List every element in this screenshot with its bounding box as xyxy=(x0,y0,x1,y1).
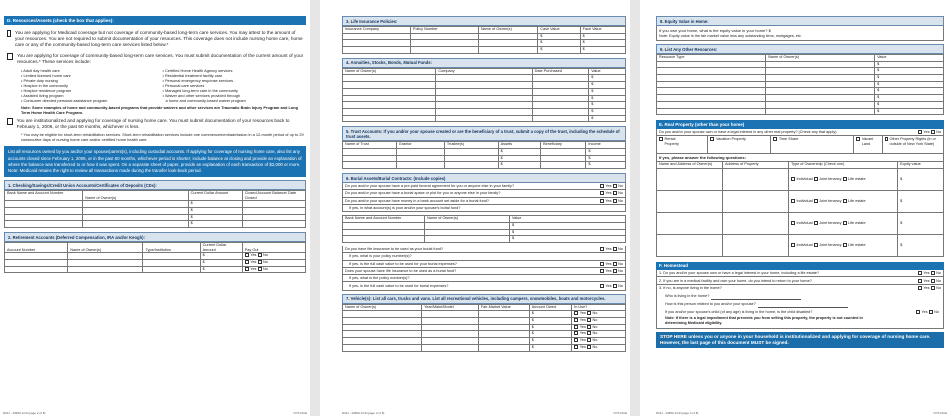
no-checkbox[interactable] xyxy=(931,286,935,290)
service-item: • Managed long-term care in the community xyxy=(162,87,238,93)
life-estate-checkbox[interactable] xyxy=(843,243,847,247)
col-header: Value xyxy=(589,68,626,75)
no-checkbox[interactable] xyxy=(587,325,591,329)
yes-checkbox[interactable] xyxy=(574,318,578,322)
stop-here-box: STOP HERE unless you or anyone in your household is institutionalized and applying for coverage of nursing home care. However, the last page of this document MUST be signed. xyxy=(656,332,944,348)
section-9-header: 9. List Any Other Resources: xyxy=(656,44,944,54)
yes-checkbox[interactable] xyxy=(600,262,604,266)
yes-checkbox[interactable] xyxy=(574,338,578,342)
burial-question-4: Do you have life insurance to be used as your burial fund? Yes No xyxy=(343,246,625,253)
service-item: • Limited licensed home care xyxy=(21,72,71,78)
col-header: Year/Make/Model xyxy=(422,304,479,311)
table-row[interactable]: $ Yes No xyxy=(5,253,306,260)
yes-checkbox[interactable] xyxy=(600,284,604,288)
property-type-option[interactable]: Time Share xyxy=(771,136,854,153)
service-item: • Personal care services xyxy=(162,82,205,88)
opt1-checkbox[interactable] xyxy=(7,30,11,37)
col-header: Type/Institution xyxy=(143,243,200,253)
equity-note: Note: Equity value is the fair market value less any outstanding liens, mortgages, etc. xyxy=(659,34,802,38)
col-header: Current Dollar Amount xyxy=(188,191,242,201)
col-header: Income xyxy=(586,142,626,149)
individual-checkbox[interactable] xyxy=(791,177,795,181)
yes-checkbox[interactable] xyxy=(574,345,578,349)
yes-checkbox[interactable] xyxy=(600,199,604,203)
programs-note: Note: Some examples of home and community-based programs that provide waivers and other services are Traumatic Brain Injury Program and Long Term Home Health Care Program. xyxy=(21,104,298,115)
timeshare-checkbox[interactable] xyxy=(773,137,777,141)
col-header: Policy Number xyxy=(410,27,478,34)
table-row[interactable]: Individual Joint tenancy Life estate $ xyxy=(657,168,944,190)
rental-checkbox[interactable] xyxy=(659,137,663,141)
burial-question-2: Do you and/or your spouse have a burial space or plot for you or anyone else in your family? Yes No xyxy=(343,190,625,197)
col-header: Trustee(s) xyxy=(444,142,498,149)
table-row[interactable]: $ Yes No xyxy=(343,318,626,325)
burial-question-4b: If yes, is the full cash value to be used for your burial expenses? Yes No xyxy=(343,261,625,268)
section-5-header: 5. Trust Accounts: If you and/or your spouse created or are the beneficiary of a trust, submit a copy of the trust, including the schedule of trust assets. xyxy=(342,126,626,141)
col-header: Name of Trust xyxy=(343,142,397,149)
homestead-question-3c: If you and/or your spouse's child (of any age) is living in the home, is the child disabled? Yes No xyxy=(665,310,939,315)
form-page-2 xyxy=(0,0,310,416)
table-row[interactable]: Individual Joint tenancy Life estate $ xyxy=(657,212,944,234)
table-row[interactable]: $ xyxy=(657,75,944,82)
table-row[interactable]: $ xyxy=(343,108,626,115)
service-item: • Residential treatment facility care xyxy=(162,72,223,78)
table-row[interactable]: Individual Joint tenancy Life estate $ xyxy=(657,234,944,256)
no-checkbox[interactable] xyxy=(613,184,617,188)
individual-checkbox[interactable] xyxy=(791,221,795,225)
section-e-header: E. Real Property (other than your home) xyxy=(656,120,944,129)
other-property-checkbox[interactable] xyxy=(885,137,888,141)
no-checkbox[interactable] xyxy=(587,311,591,315)
table-row[interactable]: $ Yes No xyxy=(5,266,306,273)
col-header: Assets xyxy=(498,142,540,149)
life-estate-checkbox[interactable] xyxy=(843,199,847,203)
section-3-header: 3. Life Insurance Policies: xyxy=(342,16,626,26)
homestead-question-1: 1. Do you and/or your spouse own or have a legal interest in your home, including a life estate? Yes No xyxy=(657,270,943,277)
no-checkbox[interactable] xyxy=(258,260,262,264)
service-item: • Assisted living program xyxy=(21,92,64,98)
col-header: Closed Account Balance/ Date Closed xyxy=(242,191,305,201)
annuities-table xyxy=(342,68,626,123)
service-item: • Certified Home Health Agency services xyxy=(162,67,233,73)
table-row[interactable]: $ xyxy=(343,115,626,122)
opt1-text: You are applying for Medicaid coverage but not coverage of community-based long-term care services. You may attest to the amount of your resources. You are not required to submit documentation of your resources. This coverage does not include nursing home care, home care or any of the community-based long-term care services listed below.* xyxy=(15,29,303,48)
yes-checkbox[interactable] xyxy=(245,260,249,264)
col-header: Value xyxy=(875,55,944,62)
table-row[interactable]: $ xyxy=(343,229,626,236)
burial-question-3: Do you and/or your spouse have money in a bank account set aside for a burial fund? Yes No xyxy=(343,198,625,205)
form-page-4 xyxy=(640,0,950,416)
col-header: Name of Owner(s) xyxy=(766,55,875,62)
table-row[interactable]: $ xyxy=(657,88,944,95)
other-resources-table xyxy=(656,54,944,115)
table-row[interactable]: $ $ xyxy=(343,155,626,162)
table-row[interactable]: $ xyxy=(657,81,944,88)
trust-table xyxy=(342,141,626,169)
table-row[interactable]: $ $ xyxy=(343,162,626,169)
service-item: • Personal emergency response services xyxy=(162,77,234,83)
equity-question: If you own your home, what is the equity value in your home? $ xyxy=(659,28,771,33)
table-row[interactable]: $ xyxy=(657,101,944,108)
opt2-checkbox[interactable] xyxy=(7,53,13,60)
opt3-text: You are institutionalized and applying for coverage of nursing home care. You must submit documentation of your resources back to February 1, 2006, or the past 60 months, whichever is less. xyxy=(16,117,290,129)
homestead-question-3b: How is this person related to you and/or your spouse? xyxy=(665,300,939,308)
service-item: • Private duty nursing xyxy=(21,77,58,83)
table-row[interactable]: $ xyxy=(343,236,626,243)
service-item: • Waiver and other services provided through xyxy=(162,92,241,98)
service-item: • Consumer directed personal assistance program xyxy=(21,97,108,103)
homestead-question-3: 3. If no, is anyone living in the home? Yes No xyxy=(659,286,941,291)
no-checkbox[interactable] xyxy=(931,271,935,275)
no-checkbox[interactable] xyxy=(613,191,617,195)
yes-checkbox[interactable] xyxy=(600,269,604,273)
table-row[interactable]: $ Yes No xyxy=(343,331,626,338)
col-header: Account Number xyxy=(5,243,68,253)
table-row[interactable]: $ xyxy=(657,95,944,102)
col-header: Fair-Market Value xyxy=(478,304,529,311)
opt3-checkbox[interactable] xyxy=(7,118,13,125)
col-header: Beneficiary xyxy=(541,142,586,149)
yes-checkbox[interactable] xyxy=(600,247,604,251)
burial-question-5b: If yes, is the full cash value to be used for burial expenses? Yes No xyxy=(349,284,623,289)
no-checkbox[interactable] xyxy=(929,310,933,314)
table-row[interactable]: $ xyxy=(657,61,944,68)
homestead-question-3a: Who is living in the home? xyxy=(665,292,939,300)
service-item: • Hospice residence program xyxy=(21,87,72,93)
table-row[interactable]: $ xyxy=(5,221,306,228)
life-insurance-table xyxy=(342,26,626,54)
property-type-row xyxy=(656,136,944,154)
col-header: Type of Ownership (Check one) xyxy=(789,161,898,168)
page-footer: DOH - 4495A 1/10 (page 3 of 8) NYS DOH xyxy=(342,411,627,415)
table-row[interactable]: Individual Joint tenancy Life estate $ xyxy=(657,190,944,212)
col-header: Name of Owner(s) xyxy=(68,243,143,253)
no-checkbox[interactable] xyxy=(613,199,617,203)
col-header: Name of Owner(s) xyxy=(425,216,510,223)
section-7-header: 7. Vehicle(s): List all cars, trucks and vans. List all recreational vehicles, including campers, snowmobiles, boats and motorcycles. xyxy=(342,294,626,304)
col-header: Current Dollar Amount xyxy=(200,243,242,253)
joint-checkbox[interactable] xyxy=(814,177,818,181)
yes-checkbox[interactable] xyxy=(918,286,922,290)
col-header: In Use? xyxy=(572,304,626,311)
joint-checkbox[interactable] xyxy=(814,221,818,225)
property-type-option[interactable]: Other Property Rights (in or outside of New York State) xyxy=(883,136,943,153)
col-header: Company xyxy=(436,68,532,75)
table-row[interactable]: $ $ xyxy=(343,148,626,155)
opt2-text: You are applying for coverage of community-based long-term care services. You must submit documentation of the current amount of your resources.* These services include: xyxy=(16,52,304,65)
life-estate-checkbox[interactable] xyxy=(843,177,847,181)
table-row[interactable]: $ $ xyxy=(343,40,626,47)
individual-checkbox[interactable] xyxy=(791,243,795,247)
col-header: Equity value xyxy=(898,161,944,168)
section-f-header: F. Homestead xyxy=(656,262,944,271)
yes-checkbox[interactable] xyxy=(574,311,578,315)
no-checkbox[interactable] xyxy=(258,267,262,271)
page-gutter xyxy=(630,0,640,416)
no-checkbox[interactable] xyxy=(587,331,591,335)
property-type-option[interactable]: Rental Property xyxy=(657,136,708,153)
page-gutter xyxy=(310,0,320,416)
section-2-header: 2. Retirement Accounts (Deferred Compensation, IRA and/or Keogh): xyxy=(4,232,306,242)
table-row[interactable]: $ xyxy=(5,214,306,221)
no-checkbox[interactable] xyxy=(587,318,591,322)
col-header: Insurance Company xyxy=(343,27,411,34)
table-row[interactable]: $ xyxy=(5,201,306,208)
burial-question-3b: If yes, in what account(s) is your and/or your spouse's burial fund? xyxy=(343,205,625,212)
yes-checkbox[interactable] xyxy=(600,191,604,195)
vehicles-table xyxy=(342,304,626,352)
bank-accounts-table xyxy=(4,190,306,228)
col-header: Name of Owner(s) xyxy=(343,304,422,311)
section-4-header: 4. Annuities, Stocks, Bonds, Mutual Funds: xyxy=(342,58,626,68)
col-header: Face Value xyxy=(580,27,625,34)
col-header: Name of Owner(s) xyxy=(83,191,188,201)
col-header: Pay Out xyxy=(242,243,305,253)
section-6-header: 6. Burial Assets/Burial Contracts: (Include copies) xyxy=(342,173,626,183)
table-row[interactable]: $ Yes No xyxy=(343,311,626,318)
burial-question-1: Do you and/or your spouse have a pre-paid funeral agreement for you or anyone else in your family? Yes No xyxy=(343,183,625,190)
service-item: a home and community-based waiver program xyxy=(165,97,246,103)
property-type-option[interactable]: Vacation Property xyxy=(708,136,771,153)
col-header: Grantor xyxy=(396,142,444,149)
vacant-land-checkbox[interactable] xyxy=(856,137,860,141)
col-header: Address of Property xyxy=(723,161,789,168)
homestead-note: Note: If there is a legal impediment that prevents you from selling this property, the property is not counted in determining Medicaid eligibility. xyxy=(665,316,863,326)
yes-checkbox[interactable] xyxy=(574,325,578,329)
burial-question-5a: If yes, what is the policy number(s)? xyxy=(343,275,625,282)
burial-question-5: Does your spouse have life insurance to be used as a burial fund? Yes No xyxy=(343,268,625,275)
col-header: Name of Owner(s) xyxy=(478,27,537,34)
col-header: Name of Owner(s) xyxy=(343,68,436,75)
real-property-question: Do you and/or your spouse own or have a legal interest in any other real property? (Check any that apply) Yes No xyxy=(656,129,944,136)
table-row[interactable]: $ xyxy=(343,75,626,82)
real-property-table xyxy=(656,161,944,257)
table-row[interactable]: $ xyxy=(343,82,626,89)
homestead-question-2: 2. If you are in a medical facility and own your home, do you intend to return to your home? Yes No xyxy=(657,277,943,284)
table-row[interactable]: $ xyxy=(343,102,626,109)
if-yes-label: If yes, please answer the following questions: xyxy=(656,154,944,161)
table-row[interactable]: $ Yes No xyxy=(343,324,626,331)
form-page-3 xyxy=(320,0,630,416)
table-row[interactable]: $ xyxy=(657,68,944,75)
page-footer: DOH - 4495A 1/10 (page 4 of 8) NYS DOH xyxy=(656,411,947,415)
col-header: Value xyxy=(509,216,625,223)
col-header: Cash Value xyxy=(538,27,580,34)
no-checkbox[interactable] xyxy=(258,253,262,257)
individual-checkbox[interactable] xyxy=(791,199,795,203)
table-row[interactable]: $ Yes No xyxy=(343,338,626,345)
retirement-table xyxy=(4,242,306,273)
footnote: * You may be eligible for short-term rehabilitation services. Short-term rehabilitation services include one commencement/admission in a 12-month period of up to 29 consecutive days of nursing home care and/or certified home health care. xyxy=(21,132,304,143)
no-checkbox[interactable] xyxy=(613,247,617,251)
section-1-header: 1. Checking/Savings/Credit Union Accounts/Certificates of Deposits (CDs): xyxy=(4,180,306,190)
yes-checkbox[interactable] xyxy=(916,310,920,314)
service-item: • Adult day health care xyxy=(21,67,60,73)
life-estate-checkbox[interactable] xyxy=(843,221,847,225)
table-row[interactable]: $ Yes No xyxy=(5,259,306,266)
instructions-box: List all resources owned by you and/or your spouse/parent(s), including custodial accounts. If applying for coverage of nursing home care, also list any accounts closed since February 1, 2006, or in the past 60 months, whichever period is shorter; include balance at closing and provide an explanation of where the balance was transferred to or how it was spent. On a separate sheet of paper, provide an explanation of each transaction of $2,000 or more. Note: Medicaid retains the right to review all transactions made during the transfer look-back period. xyxy=(4,146,306,177)
no-checkbox[interactable] xyxy=(587,345,591,349)
col-header: Name and Address of Owner(s) xyxy=(657,161,723,168)
no-checkbox[interactable] xyxy=(587,338,591,342)
property-type-option[interactable]: Vacant Land xyxy=(854,136,883,153)
table-row[interactable]: $ xyxy=(343,95,626,102)
page-footer: DOH - 4495A 1/10 (page 2 of 8) NYS DOH xyxy=(3,411,307,415)
section-8-header: 8. Equity Value in Home: xyxy=(656,16,944,26)
no-checkbox[interactable] xyxy=(613,262,617,266)
col-header: Resource Type xyxy=(657,55,766,62)
services-list xyxy=(7,68,304,103)
col-header: Bank Name and Account Number xyxy=(343,216,425,223)
yes-checkbox[interactable] xyxy=(918,271,922,275)
section-d-header: D. Resources/Assets (check the box that applies): xyxy=(4,16,306,25)
no-checkbox[interactable] xyxy=(931,279,935,283)
table-row[interactable]: $ $ xyxy=(343,33,626,40)
col-header: Date Purchased xyxy=(532,68,589,75)
table-row[interactable]: $ Yes No xyxy=(343,344,626,351)
yes-checkbox[interactable] xyxy=(918,130,922,134)
col-header: Amount Owed xyxy=(529,304,571,311)
table-row[interactable]: $ $ xyxy=(343,47,626,54)
burial-question-4a: If yes, what is your policy number(s)? xyxy=(343,253,625,260)
no-checkbox[interactable] xyxy=(613,269,617,273)
no-checkbox[interactable] xyxy=(613,284,617,288)
no-checkbox[interactable] xyxy=(931,130,935,134)
table-row[interactable]: $ xyxy=(657,108,944,115)
table-row[interactable]: $ xyxy=(343,222,626,229)
vacation-checkbox[interactable] xyxy=(710,137,714,141)
table-row[interactable]: $ xyxy=(5,208,306,215)
yes-checkbox[interactable] xyxy=(918,279,922,283)
service-item: • Hospice in the community xyxy=(21,82,68,88)
yes-checkbox[interactable] xyxy=(245,267,249,271)
burial-fund-table xyxy=(342,215,626,243)
joint-checkbox[interactable] xyxy=(814,243,818,247)
joint-checkbox[interactable] xyxy=(814,199,818,203)
yes-checkbox[interactable] xyxy=(574,331,578,335)
yes-checkbox[interactable] xyxy=(600,184,604,188)
table-row[interactable]: $ xyxy=(343,88,626,95)
col-header: Bank Name and Account Number xyxy=(5,191,83,201)
yes-checkbox[interactable] xyxy=(245,253,249,257)
